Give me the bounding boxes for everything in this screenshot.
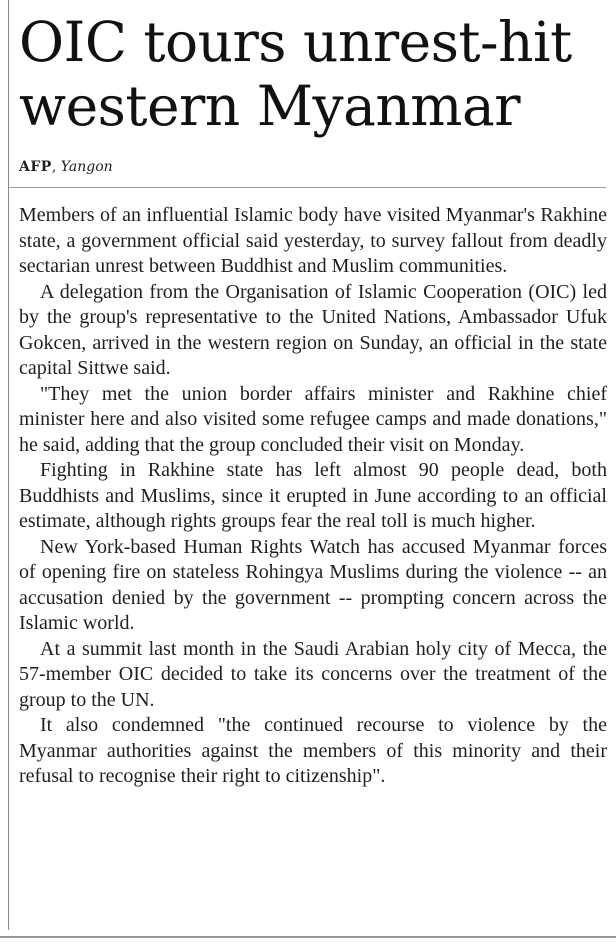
byline [19, 157, 607, 177]
byline-separator: , [51, 159, 57, 175]
headline-line-1: OIC tours unrest-hit [19, 10, 572, 74]
byline-place: Yangon [60, 159, 113, 175]
paragraph-5: New York-based Human Rights Watch has accused Myanmar forces of opening fire on stateless Rohingya Muslims during the violence -- an accusation denied by the government -- prompting concern across the Islamic world. [19, 535, 607, 634]
news-article [19, 10, 607, 790]
paragraph-4: Fighting in Rakhine state has left almost 90 people dead, both Buddhists and Muslims, since it erupted in June according to an official estimate, although rights groups fear the real toll is much higher. [19, 459, 607, 532]
headline-line-2: western Myanmar [19, 74, 521, 138]
paragraph-7: It also condemned "the continued recourse to violence by the Myanmar authorities against the members of this minority and their refusal to recognise their right to citizenship". [19, 714, 607, 787]
bottom-border-rule [0, 936, 616, 938]
headline-separator-rule [8, 187, 606, 188]
paragraph-1: Members of an influential Islamic body have visited Myanmar's Rakhine state, a government official said yesterday, to survey fallout from deadly sectarian unrest between Buddhist and Muslim communities. [19, 204, 607, 277]
paragraph-2: A delegation from the Organisation of Islamic Cooperation (OIC) led by the group's representative to the United Nations, Ambassador Ufuk Gokcen, arrived in the western region on Sunday, an official in the state capital Sittwe said. [19, 280, 607, 379]
headline [19, 10, 607, 138]
byline-agency: AFP [19, 159, 52, 175]
paragraph-3: "They met the union border affairs minister and Rakhine chief minister here and also visited some refugee camps and made donations," he said, adding that the group concluded their visit on Monday. [19, 382, 607, 456]
article-body [19, 203, 607, 790]
column-rule-left [8, 0, 9, 930]
paragraph-6: At a summit last month in the Saudi Arabian holy city of Mecca, the 57-member OIC decided to take its concerns over the treatment of the group to the UN. [19, 637, 607, 711]
